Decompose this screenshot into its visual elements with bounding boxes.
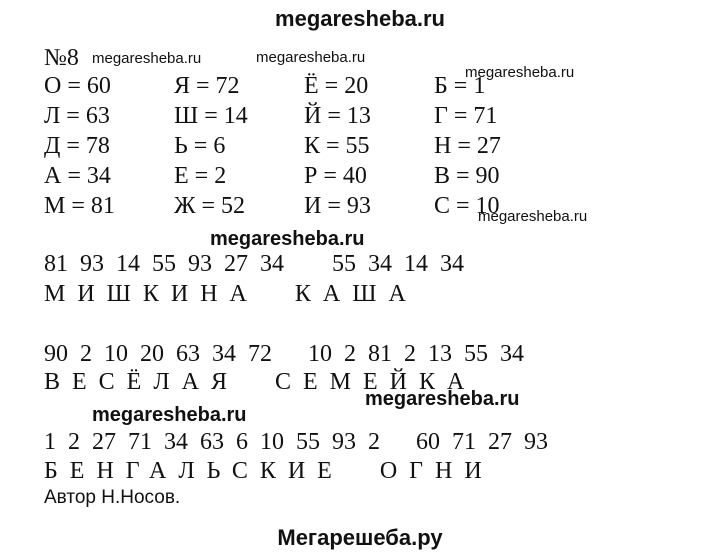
cipher-cell: Й = 13 <box>304 103 371 129</box>
cipher-cell: Я = 72 <box>174 73 240 99</box>
cipher-cell: Р = 40 <box>304 163 367 189</box>
cipher-cell: Ж = 52 <box>174 193 246 219</box>
watermark: megaresheba.ru <box>256 49 366 66</box>
cipher-row <box>44 192 534 222</box>
cipher-cell: Ш = 14 <box>174 103 248 129</box>
cipher-table <box>44 72 534 222</box>
puzzle-codes-3: 1 2 27 71 34 63 6 10 55 93 2 60 71 27 93 <box>44 429 548 455</box>
cipher-row <box>44 132 534 162</box>
puzzle-codes-2: 90 2 10 20 63 34 72 10 2 81 2 13 55 34 <box>44 341 524 367</box>
watermark: megaresheba.ru <box>92 404 247 426</box>
footer-site-title: Мегарешеба.ру <box>277 525 443 550</box>
watermark: megaresheba.ru <box>92 50 202 67</box>
cipher-row <box>44 162 534 192</box>
cipher-cell: Л = 63 <box>44 103 110 129</box>
cipher-row <box>44 72 534 102</box>
watermark: megaresheba.ru <box>465 64 575 81</box>
cipher-cell: А = 34 <box>44 163 111 189</box>
cipher-cell: Н = 27 <box>434 133 501 159</box>
puzzle-answer-3: БЕНГАЛЬСКИЕ ОГНИ <box>44 458 494 484</box>
author-credit: Автор Н.Носов. <box>44 487 181 508</box>
cipher-cell: О = 60 <box>44 73 111 99</box>
cipher-cell: Ё = 20 <box>304 73 369 99</box>
puzzle-answer-1: МИШКИНА КАША <box>44 281 418 307</box>
puzzle-answer-2: ВЕСЁЛАЯ СЕМЕЙКА <box>44 369 477 395</box>
cipher-cell: М = 81 <box>44 193 115 219</box>
header-site-title: megaresheba.ru <box>275 6 445 31</box>
task-number: №8 <box>44 45 79 71</box>
cipher-cell: Е = 2 <box>174 163 227 189</box>
cipher-row <box>44 102 534 132</box>
cipher-cell: С = 10 <box>434 193 500 219</box>
cipher-cell: Ь = 6 <box>174 133 226 159</box>
watermark: megaresheba.ru <box>210 228 365 250</box>
watermark: megaresheba.ru <box>365 388 520 410</box>
puzzle-codes-1: 81 93 14 55 93 27 34 55 34 14 34 <box>44 251 464 277</box>
cipher-cell: Г = 71 <box>434 103 498 129</box>
watermark: megaresheba.ru <box>478 208 588 225</box>
cipher-cell: И = 93 <box>304 193 371 219</box>
cipher-cell: К = 55 <box>304 133 370 159</box>
cipher-cell: Д = 78 <box>44 133 110 159</box>
cipher-cell: В = 90 <box>434 163 500 189</box>
cipher-cell: Б = 1 <box>434 73 486 99</box>
